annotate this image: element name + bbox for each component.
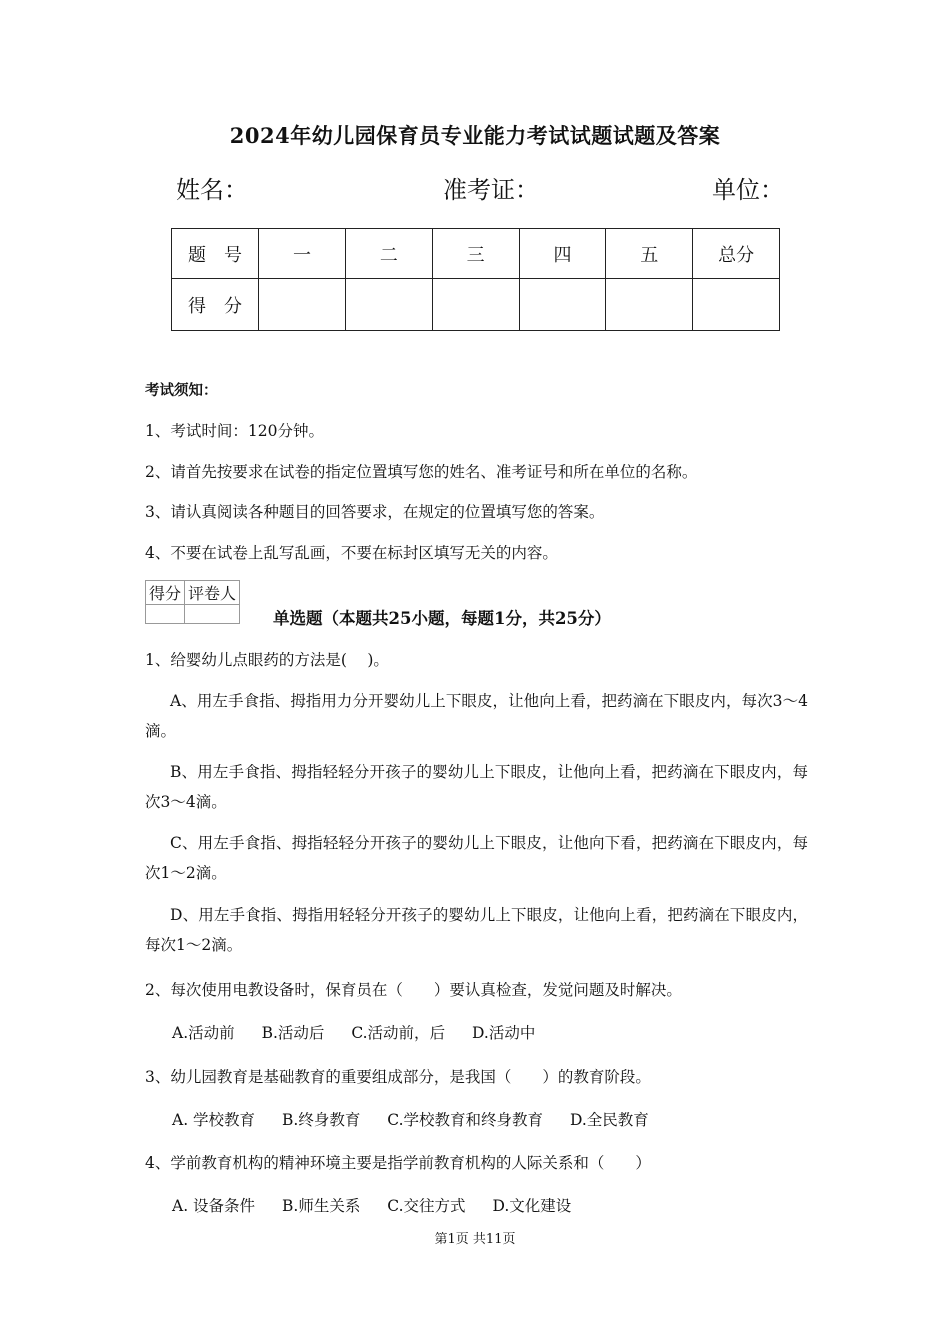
question-option: B.师生关系: [282, 1197, 361, 1215]
header-cell-3: 三: [432, 229, 519, 279]
grader-box: [145, 580, 240, 624]
header-cell-2: 二: [345, 229, 432, 279]
question-option: C.交往方式: [387, 1197, 466, 1215]
header-cell-5: 五: [606, 229, 693, 279]
question-stem: 3、幼儿园教育是基础教育的重要组成部分，是我国（ ）的教育阶段。: [145, 1068, 651, 1086]
question-option: C.学校教育和终身教育: [387, 1111, 544, 1129]
grader-reviewer-cell: [185, 605, 240, 624]
question-option: B、用左手食指、拇指轻轻分开孩子的婴幼儿上下眼皮，让他向上看，把药滴在下眼皮内，每次3～4滴。: [145, 763, 808, 811]
score-cell-2: [345, 279, 432, 331]
question-options-row: [172, 1021, 557, 1043]
score-table-score-row: [172, 279, 780, 331]
question-stem: 1、给婴幼儿点眼药的方法是( )。: [145, 651, 389, 669]
score-table-header-row: [172, 229, 780, 279]
section-title: 单选题（本题共25小题，每题1分，共25分）: [273, 609, 611, 628]
header-cell-1: 一: [259, 229, 346, 279]
score-cell-5: [606, 279, 693, 331]
page-footer: 第1页 共11页: [434, 1232, 516, 1247]
question-option: A.活动前: [172, 1024, 235, 1042]
candidate-fields: [0, 170, 950, 204]
question-option: D.文化建设: [492, 1197, 572, 1215]
question-option: C、用左手食指、拇指轻轻分开孩子的婴幼儿上下眼皮，让他向下看，把药滴在下眼皮内，每次1～2滴。: [145, 834, 808, 882]
notice-item: 2、请首先按要求在试卷的指定位置填写您的姓名、准考证号和所在单位的名称。: [145, 463, 698, 481]
header-cell-4: 四: [519, 229, 606, 279]
grader-reviewer-label: 评卷人: [185, 581, 240, 605]
question-option: D、用左手食指、拇指用轻轻分开孩子的婴幼儿上下眼皮，让他向上看，把药滴在下眼皮内，每次1～2滴。: [145, 906, 808, 954]
unit-field-label: 单位：: [712, 176, 784, 204]
question-option: B.终身教育: [282, 1111, 361, 1129]
notice-item: 1、考试时间：120分钟。: [145, 422, 324, 440]
grader-score-cell: [146, 605, 185, 624]
name-field-label: 姓名：: [176, 176, 248, 204]
question-options-row: [172, 1108, 671, 1130]
question-stem: 2、每次使用电教设备时，保育员在（ ）要认真检查，发觉问题及时解决。: [145, 981, 682, 999]
question-option: A、用左手食指、拇指用力分开婴幼儿上下眼皮，让他向上看，把药滴在下眼皮内，每次3～4滴。: [145, 692, 808, 740]
header-cell-total: 总分: [693, 229, 780, 279]
question-option: A. 设备条件: [172, 1197, 256, 1215]
exam-id-field-label: 准考证：: [443, 176, 539, 204]
question-option: D.全民教育: [569, 1111, 649, 1129]
notice-item: 4、不要在试卷上乱写乱画，不要在标封区填写无关的内容。: [145, 544, 558, 562]
score-row-label: 得 分: [172, 279, 259, 331]
header-cell-question-number: 题 号: [172, 229, 259, 279]
score-cell-4: [519, 279, 606, 331]
question-options-row: [172, 1194, 593, 1216]
question-option: C.活动前，后: [351, 1024, 446, 1042]
notice-heading: 考试须知：: [145, 382, 218, 399]
question-option: A. 学校教育: [172, 1111, 256, 1129]
score-table: [171, 228, 780, 331]
grader-score-label: 得分: [146, 581, 185, 605]
question-stem: 4、学前教育机构的精神环境主要是指学前教育机构的人际关系和（ ）: [145, 1154, 651, 1172]
notice-item: 3、请认真阅读各种题目的回答要求，在规定的位置填写您的答案。: [145, 503, 605, 521]
score-cell-3: [432, 279, 519, 331]
score-cell-total: [693, 279, 780, 331]
question-option: B.活动后: [261, 1024, 325, 1042]
document-title: 2024年幼儿园保育员专业能力考试试题试题及答案: [229, 123, 721, 148]
question-option: D.活动中: [472, 1024, 536, 1042]
score-cell-1: [259, 279, 346, 331]
